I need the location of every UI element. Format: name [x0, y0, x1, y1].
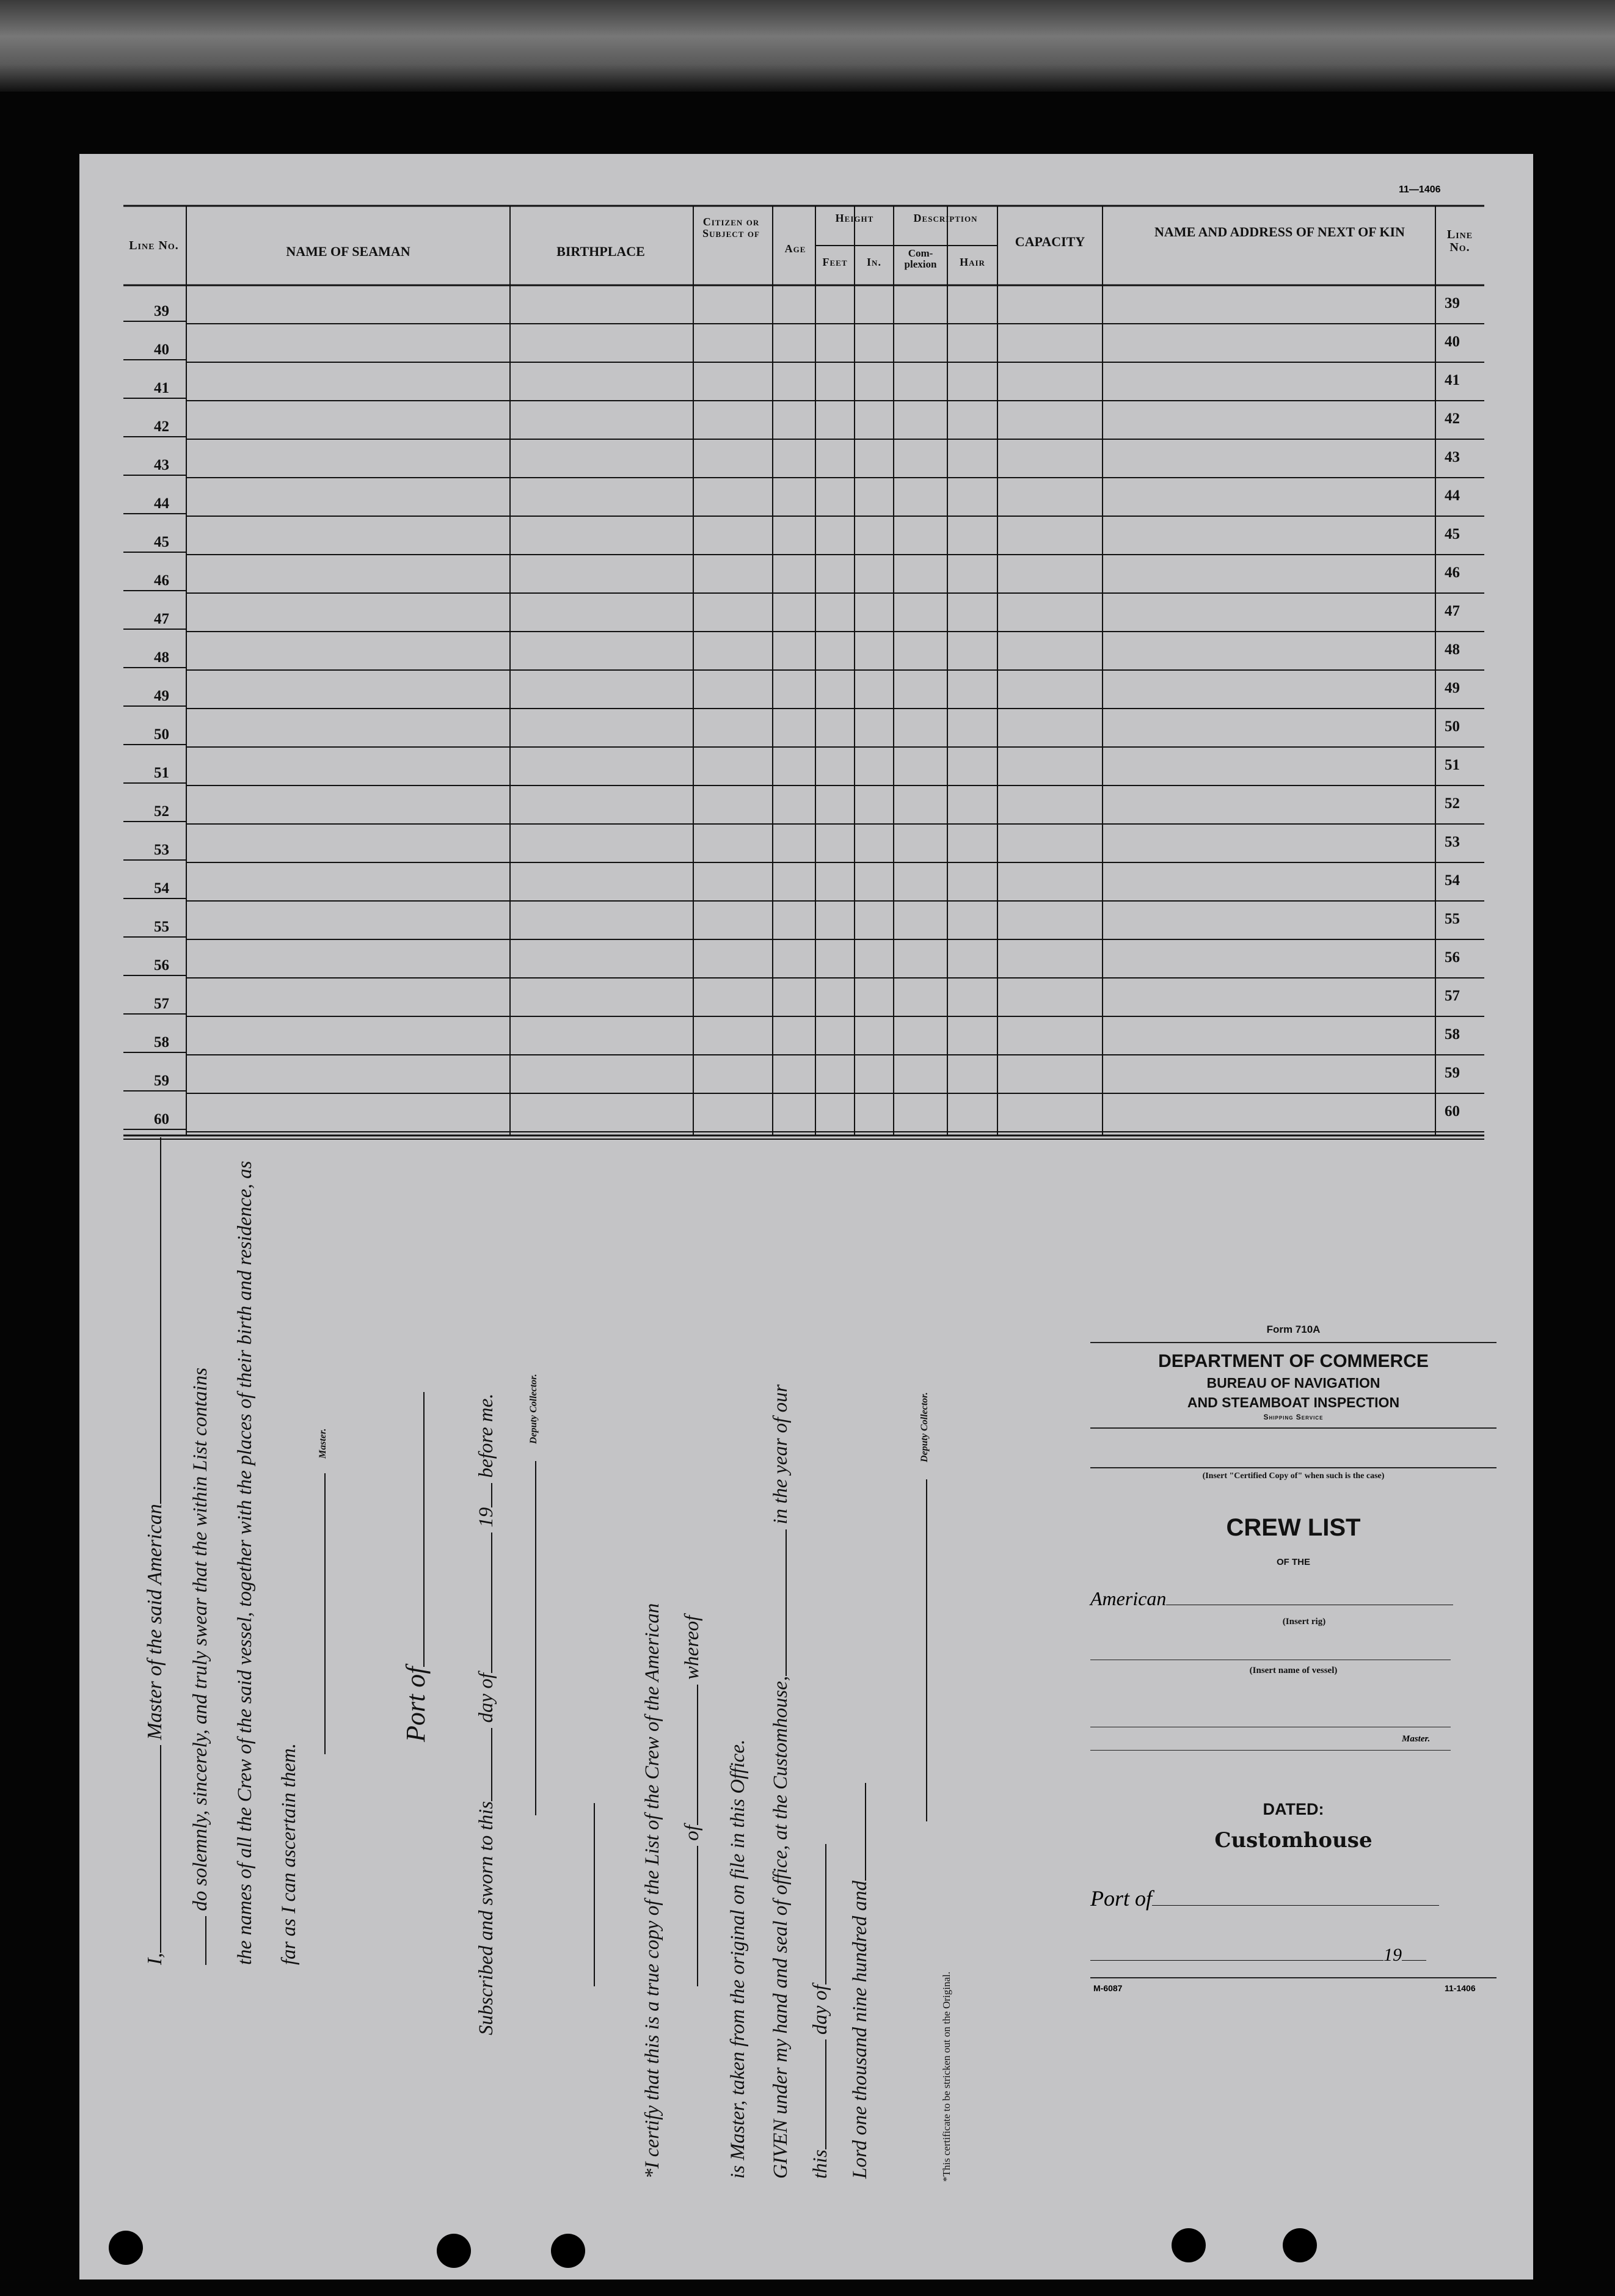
certificate-of: of [681, 1825, 703, 1841]
header-inches: In. [867, 256, 881, 268]
oath-text-4: far as I can ascertain them. [278, 1743, 300, 1965]
footnote-text: *This certificate to be stricken out on the Original. [941, 1971, 952, 2182]
certificate-line-3 [727, 1740, 749, 2179]
certificate-text-6: Lord one thousand nine hundred and [849, 1881, 871, 2179]
punch-hole [1283, 2228, 1317, 2262]
cert-year-blank [865, 1783, 866, 1881]
certificate-line-4 [770, 1385, 792, 2179]
cover-code-right: 11-1406 [1445, 1983, 1476, 1993]
line-number-right: 53 [1445, 834, 1460, 850]
oath-master-american: Master of the said American [144, 1504, 166, 1740]
cover-bureau-1: BUREAU OF NAVIGATION [1206, 1375, 1380, 1391]
port-of-line [400, 1392, 431, 1742]
cover-port-of: Port of [1090, 1886, 1153, 1911]
cover-master-label: Master. [1402, 1734, 1431, 1744]
certificate-year-of-our: in the year of our [770, 1384, 792, 1525]
line-number-left: 55 [154, 919, 169, 935]
deputy-collector-label-1: Deputy Collector. [528, 1374, 539, 1444]
header-height: Height [835, 212, 874, 224]
subscribed-text: Subscribed and sworn to this [475, 1801, 497, 2035]
scanner-edge [0, 0, 1615, 92]
cover-rule-2 [1090, 1427, 1497, 1429]
cover-year: 19 [1384, 1945, 1402, 1965]
line-number-right: 42 [1445, 410, 1460, 427]
cover-department: DEPARTMENT OF COMMERCE [1158, 1351, 1429, 1371]
oath-blank [205, 1916, 206, 1965]
form-number-top: 11—1406 [1399, 184, 1441, 195]
cover-year-blank [1402, 1960, 1426, 1961]
line-number-left: 52 [154, 803, 169, 820]
line-number-left: 53 [154, 842, 169, 858]
header-line-no: Line No. [129, 239, 179, 252]
cover-shipping-service: Shipping Service [1263, 1413, 1324, 1421]
cover-date-line [1090, 1945, 1426, 1966]
subscribed-day-of: day of [475, 1672, 497, 1723]
punch-hole [1172, 2228, 1206, 2262]
line-number-right: 45 [1445, 526, 1460, 542]
header-line-no-right: Line No. [1446, 228, 1473, 254]
oath-line-4 [278, 1743, 301, 1965]
month-blank [491, 1532, 492, 1673]
cover-rule-1 [1090, 1342, 1497, 1343]
line-number-left: 42 [154, 418, 169, 435]
cover-code-left: M-6087 [1093, 1983, 1123, 1993]
cover-port-blank [1152, 1905, 1439, 1906]
cert-customhouse-blank [786, 1529, 787, 1676]
line-number-left: 51 [154, 765, 169, 781]
cert-port-blank [697, 1685, 698, 1825]
deputy-signature-blank-2 [926, 1479, 927, 1821]
oath-line-2 [189, 1368, 212, 1965]
cover-insert-vessel: (Insert name of vessel) [1249, 1666, 1338, 1675]
line-number-left: 45 [154, 534, 169, 550]
line-number-left: 50 [154, 726, 169, 743]
cover-rule-3 [1090, 1467, 1497, 1468]
line-number-left: 57 [154, 996, 169, 1012]
oath-line-1 [144, 1137, 167, 1965]
header-capacity: CAPACITY [1015, 234, 1085, 249]
cover-american-line [1090, 1587, 1453, 1610]
certificate-line-2 [681, 1616, 704, 1986]
cover-date-blank [1090, 1960, 1384, 1961]
line-number-right: 50 [1445, 718, 1460, 735]
line-number-left: 60 [154, 1111, 169, 1128]
header-citizen: Citizen or Subject of [702, 216, 760, 239]
cert-day-blank [825, 2039, 826, 2149]
header-next-of-kin: NAME AND ADDRESS OF NEXT OF KIN [1154, 224, 1405, 239]
certificate-whereof: whereof [681, 1615, 703, 1680]
line-number-right: 57 [1445, 988, 1460, 1004]
header-name-of-seaman: NAME OF SEAMAN [286, 244, 410, 259]
line-number-right: 51 [1445, 757, 1460, 773]
line-number-right: 43 [1445, 449, 1460, 465]
deputy-collector-line-1 [528, 1374, 539, 1815]
master-name-blank [160, 1745, 161, 1953]
day-blank [491, 1728, 492, 1801]
line-number-left: 59 [154, 1073, 169, 1089]
cover-master-blank-2 [1090, 1750, 1451, 1751]
line-number-right: 46 [1445, 564, 1460, 581]
line-number-right: 58 [1445, 1026, 1460, 1043]
divider-rule [594, 1803, 595, 1986]
vessel-name-blank [160, 1137, 161, 1504]
certificate-line-5 [809, 1844, 832, 2179]
certificate-this: this [809, 2149, 831, 2179]
header-description: Description [913, 212, 978, 224]
line-number-left: 49 [154, 688, 169, 704]
oath-text-2: do solemnly, sincerely, and truly swear that the within List contains [189, 1368, 211, 1911]
certificate-text-3: is Master, taken from the original on file in this Office. [727, 1739, 749, 2179]
certificate-line-6 [849, 1783, 872, 2179]
line-number-left: 40 [154, 341, 169, 358]
line-number-right: 44 [1445, 487, 1460, 504]
oath-i: I, [144, 1953, 166, 1965]
line-number-right: 48 [1445, 641, 1460, 658]
cover-panel [1090, 1324, 1497, 2215]
subscribed-before-me: before me. [475, 1393, 497, 1478]
line-number-left: 46 [154, 572, 169, 589]
line-number-left: 56 [154, 957, 169, 974]
line-number-right: 56 [1445, 949, 1460, 966]
line-number-right: 40 [1445, 333, 1460, 350]
line-number-left: 47 [154, 611, 169, 627]
cover-of-the: OF THE [1277, 1557, 1310, 1567]
year-blank [491, 1483, 492, 1507]
cert-vessel-blank [697, 1846, 698, 1986]
punch-hole [551, 2234, 585, 2268]
line-number-right: 52 [1445, 795, 1460, 812]
subscribed-line [475, 1393, 498, 2035]
line-number-left: 39 [154, 303, 169, 319]
header-complexion: Com-plexion [904, 247, 937, 270]
header-feet: Feet [822, 256, 848, 268]
line-number-right: 47 [1445, 603, 1460, 619]
punch-hole [109, 2231, 143, 2265]
deputy-collector-label-2: Deputy Collector. [919, 1392, 930, 1462]
certificate-text-1: *I certify that this is a true copy of the List of the Crew of the American [641, 1603, 663, 2179]
certificate-line-1 [641, 1603, 664, 2179]
cert-month-blank [825, 1844, 826, 1984]
header-age: Age [784, 242, 806, 255]
oath-master-label: Master. [318, 1428, 328, 1459]
punch-hole [437, 2234, 471, 2268]
line-number-right: 54 [1445, 872, 1460, 889]
line-number-left: 58 [154, 1034, 169, 1051]
cover-insert-rig: (Insert rig) [1282, 1617, 1326, 1627]
line-number-right: 39 [1445, 295, 1460, 312]
master-signature-line [318, 1429, 329, 1754]
header-hair: Hair [960, 256, 985, 268]
line-number-right: 59 [1445, 1065, 1460, 1081]
cover-insert-certified: (Insert "Certified Copy of" when such is the case) [1202, 1471, 1385, 1481]
cover-title: CREW LIST [1226, 1514, 1361, 1541]
line-number-left: 44 [154, 495, 169, 512]
oath-line-3 [234, 1161, 257, 1965]
certificate-day-of: day of [809, 1984, 831, 2035]
certificate-given: GIVEN under my hand and seal of office, at the Customhouse, [770, 1675, 792, 2179]
line-number-right: 55 [1445, 911, 1460, 927]
deputy-signature-blank-1 [535, 1461, 536, 1815]
master-signature-blank [324, 1473, 326, 1754]
cover-port-line [1090, 1886, 1439, 1911]
cover-american: American [1090, 1587, 1167, 1609]
subscribed-year: 19 [475, 1507, 497, 1528]
cover-dated: DATED: [1263, 1800, 1324, 1818]
oath-text-3: the names of all the Crew of the said vessel, together with the places of their birth and residence, as [234, 1161, 256, 1965]
crew-table-grid [79, 154, 1533, 1174]
line-number-right: 41 [1445, 372, 1460, 388]
line-number-left: 48 [154, 649, 169, 666]
line-number-right: 49 [1445, 680, 1460, 696]
deputy-collector-line-2 [919, 1392, 930, 1821]
line-number-right: 60 [1445, 1103, 1460, 1120]
oath-port-of: Port of [401, 1666, 431, 1742]
port-blank [423, 1392, 425, 1667]
cover-customhouse: Customhouse [1214, 1828, 1373, 1853]
line-number-left: 41 [154, 380, 169, 396]
line-number-left: 54 [154, 880, 169, 897]
crew-list-page [79, 154, 1533, 2280]
cover-bottom-rule [1090, 1977, 1497, 1978]
certificate-footnote [941, 1972, 953, 2182]
line-number-left: 43 [154, 457, 169, 473]
cover-bureau-2: AND STEAMBOAT INSPECTION [1187, 1394, 1400, 1410]
header-birthplace: BIRTHPLACE [556, 244, 645, 259]
cover-form-number: Form 710A [1266, 1324, 1321, 1335]
